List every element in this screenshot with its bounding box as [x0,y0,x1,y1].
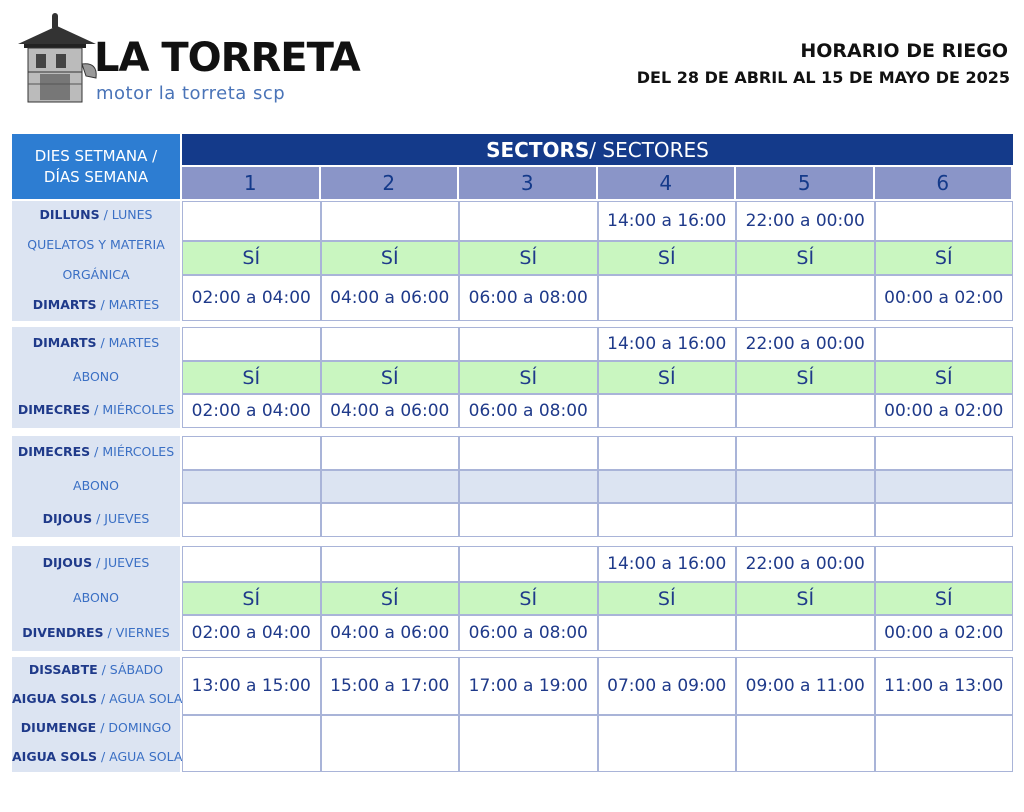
si-cell: SÍ [321,582,460,615]
sector-number-header: 5 [736,167,875,199]
day-label-line [12,297,180,312]
si-cell: SÍ [875,361,1014,394]
day-label-bold: DILLUNS [39,207,100,222]
schedule-cell [598,615,737,651]
day-label-text: / MARTES [96,334,160,350]
sector-number-header: 3 [459,167,598,199]
si-cell: SÍ [459,241,598,275]
schedule-cell [321,546,460,582]
days-header-line2: DÍAS SEMANA [43,167,149,186]
schedule-cell: 15:00 a 17:00 [321,657,460,715]
schedule-cell [875,470,1014,503]
day-label-text: / DOMINGO [96,719,172,735]
schedule-cell [321,715,460,772]
schedule-cell [321,327,460,361]
si-cell: SÍ [459,582,598,615]
day-label-text: ABONO [73,477,119,493]
si-cell: SÍ [598,241,737,275]
brand-tagline: motor la torreta scp [96,83,286,104]
schedule-cell: 07:00 a 09:00 [598,657,737,715]
schedule-cell [875,201,1014,241]
day-label-text: ABONO [73,368,119,384]
day-label-cell [12,327,180,428]
schedule-cell [182,201,321,241]
day-label-line [12,748,183,764]
si-cell: SÍ [182,361,321,394]
schedule-cell [598,715,737,772]
day-label-cell [12,546,180,651]
schedule-cell [459,503,598,537]
day-label-text: / VIERNES [103,624,170,640]
schedule-cell [875,715,1014,772]
schedule-cell [598,436,737,470]
schedule-cell [459,327,598,361]
schedule-cell [459,436,598,470]
sectors-header [182,134,1013,165]
day-label-text: ORGÁNICA [62,267,130,282]
si-cell: SÍ [736,241,875,275]
schedule-cell: 06:00 a 08:00 [459,394,598,428]
day-label-line [12,335,180,350]
day-label-text: / JUEVES [92,554,150,570]
day-label-line [12,444,180,459]
schedule-cell: 02:00 a 04:00 [182,394,321,428]
schedule-cell [875,503,1014,537]
day-label-line [12,402,180,417]
schedule-cell: 11:00 a 13:00 [875,657,1014,715]
day-label-line [12,237,180,252]
schedule-cell [736,275,875,321]
si-cell: SÍ [459,361,598,394]
schedule-cell [875,436,1014,470]
si-cell: SÍ [875,241,1014,275]
day-label-line [12,720,180,735]
day-label-line [12,478,180,493]
page-title: HORARIO DE RIEGO [800,40,1008,62]
si-cell: SÍ [875,582,1014,615]
day-label-bold: DIUMENGE [20,719,97,735]
schedule-cell: 00:00 a 02:00 [875,394,1014,428]
day-label-text: / MIÉRCOLES [90,402,175,418]
sector-number-header: 4 [598,167,737,199]
day-label-text: ABONO [73,589,119,605]
brand-name: LA TORRETA [94,35,360,81]
sector-number-header: 1 [182,167,321,199]
schedule-cell [875,327,1014,361]
day-label-text: / LUNES [99,207,153,222]
page-header [0,0,1024,120]
schedule-cell: 00:00 a 02:00 [875,275,1014,321]
tower-logo-icon [12,12,102,104]
day-label-bold: DISSABTE [28,662,98,678]
schedule-cell: 13:00 a 15:00 [182,657,321,715]
schedule-cell: 04:00 a 06:00 [321,275,460,321]
schedule-cell [736,394,875,428]
day-label-bold: DIVENDRES [22,624,104,640]
schedule-cell [321,470,460,503]
schedule-cell [182,470,321,503]
si-cell: SÍ [321,361,460,394]
schedule-cell [736,715,875,772]
day-label-line [12,267,180,282]
schedule-cell [182,436,321,470]
sector-number-header: 6 [875,167,1014,199]
sector-number-header: 2 [321,167,460,199]
sectors-header-rest: / SECTORES [589,137,709,162]
schedule-cell: 17:00 a 19:00 [459,657,598,715]
day-label-line [12,511,180,526]
si-cell: SÍ [598,361,737,394]
schedule-cell [598,394,737,428]
schedule-cell: 22:00 a 00:00 [736,201,875,241]
schedule-cell [736,470,875,503]
schedule-cell [598,503,737,537]
page-subtitle: DEL 28 DE ABRIL AL 15 DE MAYO DE 2025 [636,68,1010,87]
schedule-cell: 02:00 a 04:00 [182,615,321,651]
schedule-cell: 14:00 a 16:00 [598,327,737,361]
schedule-cell [321,436,460,470]
si-cell: SÍ [736,582,875,615]
schedule-cell [736,436,875,470]
day-label-line [12,625,180,640]
day-label-bold: DIMARTS [32,297,97,312]
schedule-cell: 22:00 a 00:00 [736,327,875,361]
schedule-cell: 04:00 a 06:00 [321,394,460,428]
schedule-cell [182,327,321,361]
day-label-text: / AGUA SOLA [96,748,183,764]
day-label-text: QUELATOS Y MATERIA [27,237,165,252]
si-cell: SÍ [736,361,875,394]
si-cell: SÍ [182,241,321,275]
schedule-cell: 14:00 a 16:00 [598,546,737,582]
schedule-cell [736,503,875,537]
schedule-cell [321,201,460,241]
day-label-cell [12,201,180,321]
schedule-cell [598,275,737,321]
schedule-cell: 04:00 a 06:00 [321,615,460,651]
schedule-cell [459,546,598,582]
day-label-cell [12,436,180,537]
schedule-cell [182,503,321,537]
si-cell: SÍ [182,582,321,615]
day-label-bold: DIMECRES [17,402,91,418]
day-label-line [12,369,180,384]
day-label-bold: DIMARTS [32,334,97,350]
days-header-line1: DIES SETMANA / [34,147,158,166]
schedule-cell: 22:00 a 00:00 [736,546,875,582]
schedule-cell: 06:00 a 08:00 [459,615,598,651]
schedule-cell [459,715,598,772]
schedule-cell [321,503,460,537]
schedule-cell: 00:00 a 02:00 [875,615,1014,651]
day-label-bold: AIGUA SOLS [12,748,97,764]
schedule-cell [736,615,875,651]
schedule-cell [459,470,598,503]
schedule-cell [875,546,1014,582]
day-label-line [12,207,180,222]
schedule-cell [182,715,321,772]
schedule-cell: 06:00 a 08:00 [459,275,598,321]
day-label-line [12,662,180,677]
day-label-text: / SÁBADO [97,662,164,678]
day-label-bold: DIJOUS [42,554,93,570]
day-label-bold: DIMECRES [17,443,91,459]
day-label-line [12,691,183,707]
day-label-text: / MARTES [96,297,160,312]
day-label-text: / JUEVES [92,511,150,527]
days-header [12,134,180,199]
schedule-cell: 09:00 a 11:00 [736,657,875,715]
schedule-cell [182,546,321,582]
si-cell: SÍ [598,582,737,615]
schedule-cell [598,470,737,503]
day-label-bold: DIJOUS [42,511,93,527]
si-cell: SÍ [321,241,460,275]
schedule-cell [459,201,598,241]
day-label-line [12,555,180,570]
day-label-cell [12,657,183,772]
day-label-bold: AIGUA SOLS [12,691,97,707]
day-label-text: / MIÉRCOLES [90,443,175,459]
schedule-cell: 14:00 a 16:00 [598,201,737,241]
day-label-line [12,590,180,605]
schedule-cell: 02:00 a 04:00 [182,275,321,321]
sectors-header-bold: SECTORS [486,137,590,162]
day-label-text: / AGUA SOLA [96,691,183,707]
